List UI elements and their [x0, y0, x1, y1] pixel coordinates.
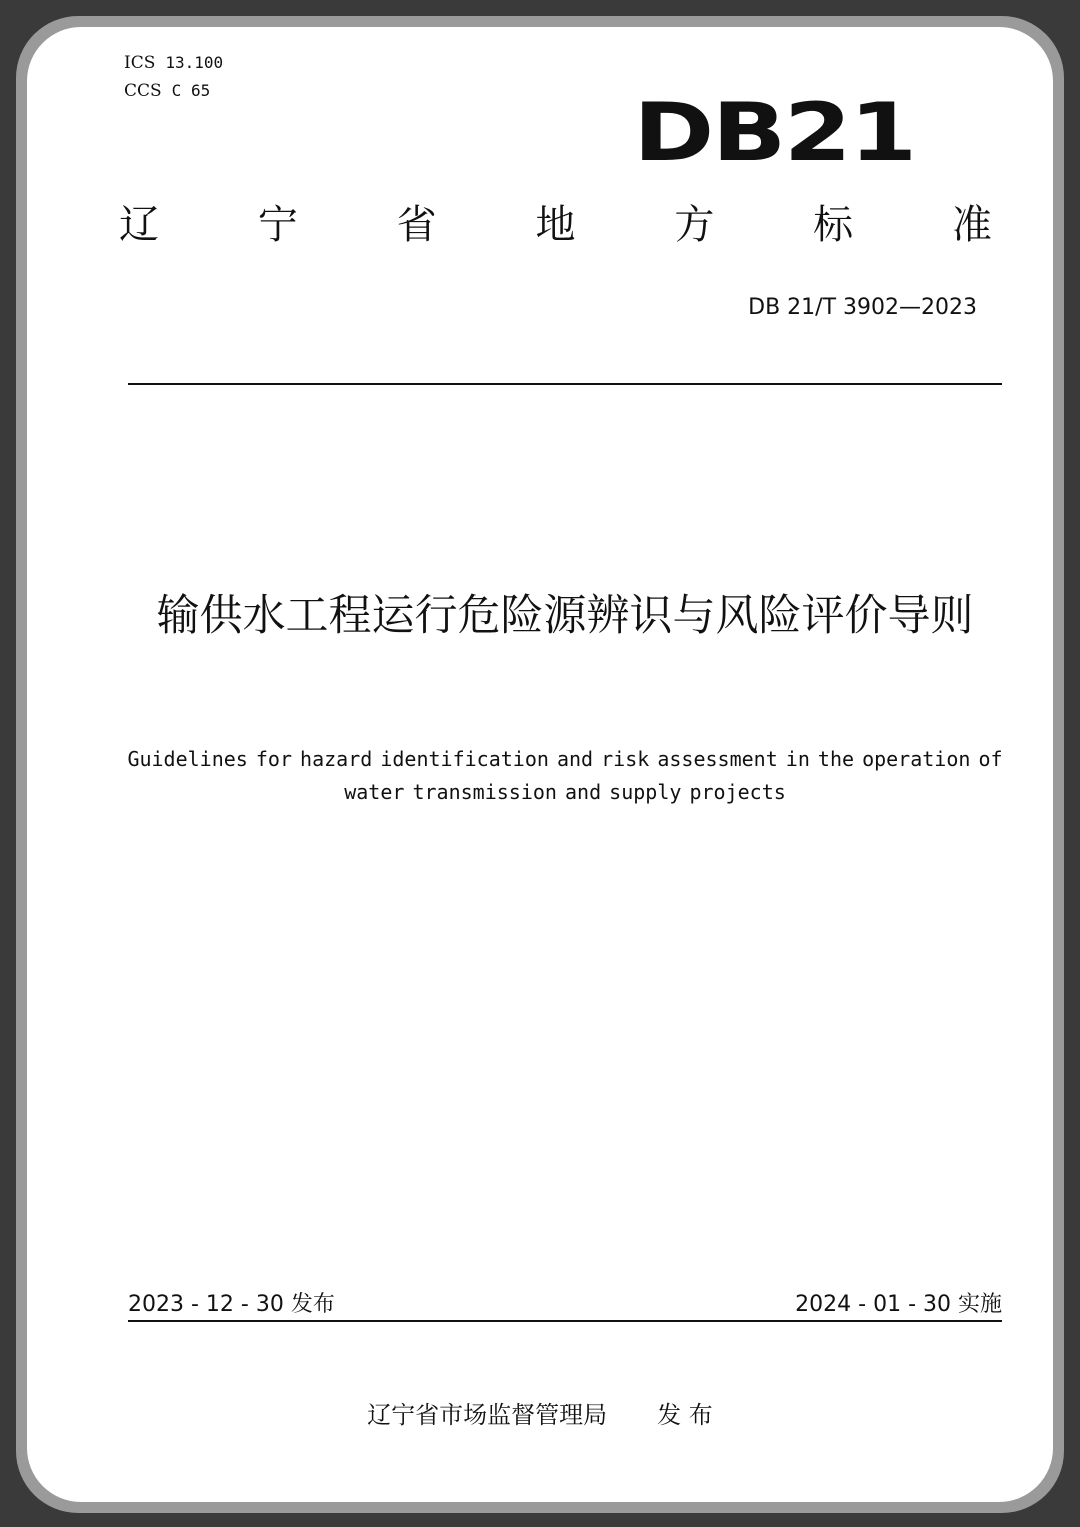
standard-type: [119, 202, 992, 248]
top-divider: [128, 383, 1002, 385]
title-english: Guidelines for hazard identification and risk assessment in the operation of water transmission and supply projects: [127, 747, 1003, 804]
issuer-action: 发 布: [657, 1401, 713, 1429]
standard-type-char: 方: [674, 202, 715, 248]
title-chinese: 输供水工程运行危险源辨识与风险评价导则: [156, 591, 974, 641]
ics-label: ICS: [124, 53, 156, 73]
ccs-label: CCS: [124, 81, 162, 101]
ics-value: 13.100: [165, 53, 224, 72]
db-mark: DB21: [633, 86, 915, 179]
bottom-divider: [128, 1320, 1002, 1322]
issuer-name: 辽宁省市场监督管理局: [367, 1401, 608, 1429]
publish-date: 2023 - 12 - 30 发布: [128, 1292, 335, 1317]
standard-type-char: 准: [951, 202, 992, 248]
standard-number: DB 21/T 3902—2023: [748, 295, 977, 320]
ccs-code: [124, 81, 210, 101]
document-page: [27, 27, 1053, 1502]
standard-type-char: 辽: [119, 202, 159, 248]
implement-date: 2024 - 01 - 30 实施: [795, 1292, 1002, 1317]
standard-type-char: 地: [535, 202, 576, 248]
ics-code: [124, 53, 223, 73]
standard-type-char: 标: [813, 202, 854, 248]
ccs-value: C 65: [171, 81, 211, 100]
standard-type-char: 省: [396, 202, 437, 248]
issuer: [27, 1395, 1053, 1430]
standard-type-char: 宁: [257, 202, 298, 248]
